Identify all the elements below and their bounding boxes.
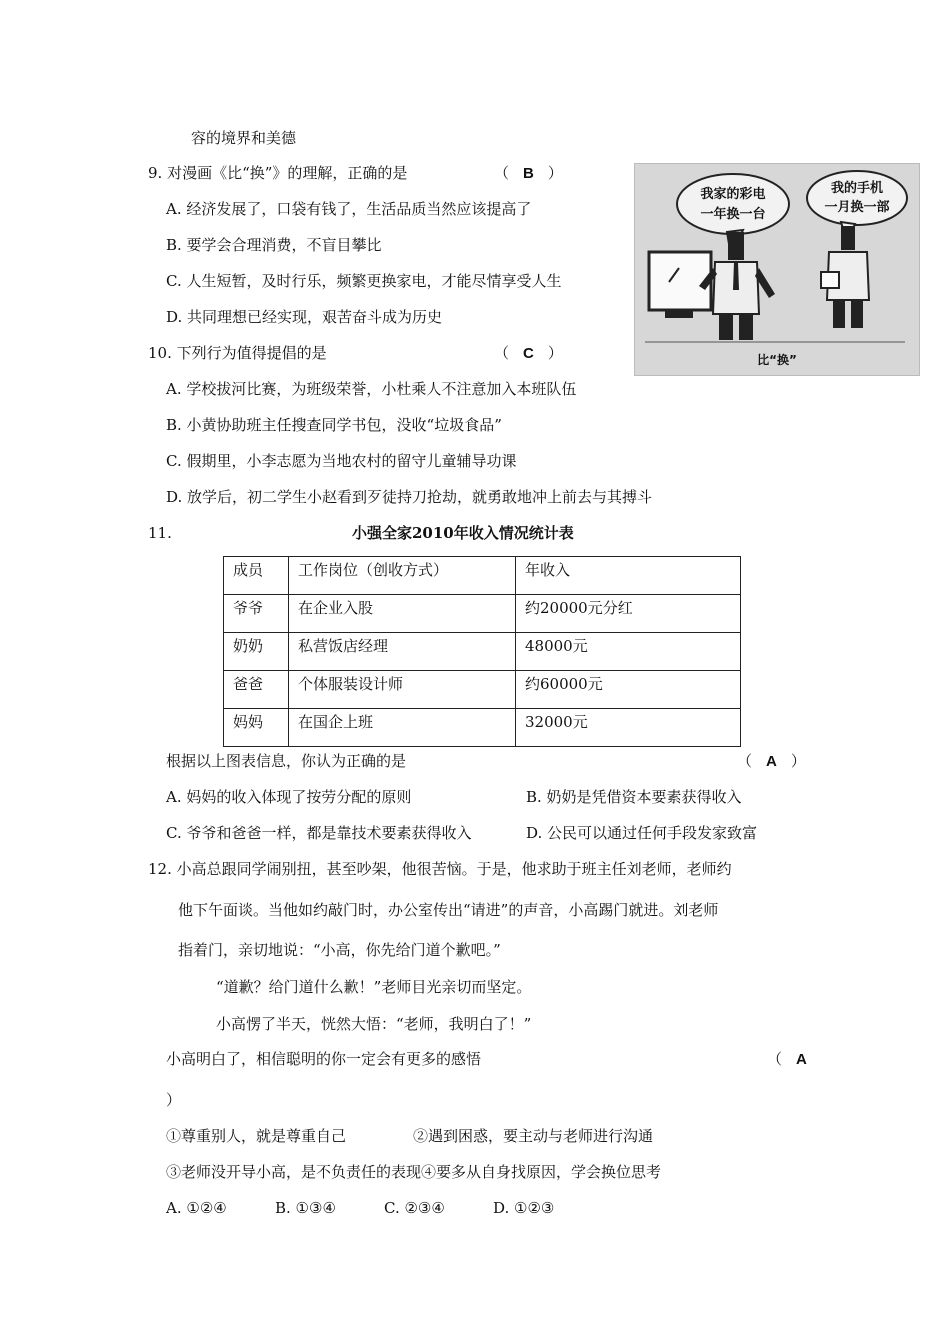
q12-option-b: B. ①③④ [275, 1199, 336, 1217]
q12-statement-2: ②遇到困惑，要主动与老师进行沟通 [413, 1127, 654, 1145]
q12-statement-1: ①尊重别人，就是尊重自己 [166, 1127, 347, 1145]
q9-answer: B [523, 165, 534, 182]
table-cell: 个体服装设计师 [289, 671, 516, 709]
q12-answer-bracket: （ A [767, 1050, 807, 1068]
table-cell: 私营饭店经理 [289, 633, 516, 671]
q11-option-b: B. 奶奶是凭借资本要素获得收入 [526, 788, 742, 806]
q12-line5: 小高愣了半天，恍然大悟：“老师，我明白了！” [216, 1015, 532, 1033]
table-row [224, 595, 741, 633]
bubble-right-line1: 我的手机 [830, 181, 884, 196]
cartoon-caption: 比“换” [757, 353, 797, 367]
q11-answer: A [766, 753, 777, 770]
q9-option-a: A. 经济发展了，口袋有钱了，生活品质当然应该提高了 [166, 200, 532, 218]
q12-answer: A [796, 1051, 807, 1068]
bubble-left-line2: 一年换一台 [700, 207, 766, 222]
cartoon-image [634, 163, 920, 376]
q11-option-c: C. 爷爷和爸爸一样，都是靠技术要素获得收入 [166, 824, 472, 842]
table-cell: 约20000元分红 [516, 595, 741, 633]
q8-tail-text: 容的境界和美德 [191, 129, 297, 147]
q11-option-d: D. 公民可以通过任何手段发家致富 [526, 824, 758, 842]
table-cell: 在国企上班 [289, 709, 516, 747]
q11-number: 11. [148, 524, 172, 542]
table-cell: 奶奶 [224, 633, 289, 671]
q12-line1: 12. 小高总跟同学闹别扭，甚至吵架，他很苦恼。于是，他求助于班主任刘老师，老师约 [148, 860, 732, 878]
q10-answer: C [523, 345, 534, 362]
q10-option-b: B. 小黄协助班主任搜查同学书包，没收“垃圾食品” [166, 416, 502, 434]
table-cell: 爸爸 [224, 671, 289, 709]
q12-line3: 指着门，亲切地说：“小高，你先给门道个歉吧。” [178, 941, 501, 959]
q11-stem: 根据以上图表信息，你认为正确的是 [166, 752, 407, 770]
q9-option-d: D. 共同理想已经实现，艰苦奋斗成为历史 [166, 308, 443, 326]
q12-option-d: D. ①②③ [493, 1199, 555, 1217]
q12-stem: 小高明白了，相信聪明的你一定会有更多的感悟 [166, 1050, 482, 1068]
q10-option-d: D. 放学后，初二学生小赵看到歹徒持刀抢劫，就勇敢地冲上前去与其搏斗 [166, 488, 653, 506]
table-header-row [224, 557, 741, 595]
q9-option-b: B. 要学会合理消费，不盲目攀比 [166, 236, 382, 254]
q10-option-a: A. 学校拔河比赛，为班级荣誉，小杜乘人不注意加入本班队伍 [166, 380, 577, 398]
q11-option-a: A. 妈妈的收入体现了按劳分配的原则 [166, 788, 412, 806]
q12-answer-close: ） [166, 1091, 182, 1109]
q9-stem: 9. 对漫画《比“换”》的理解，正确的是 [148, 164, 408, 182]
q10-option-c: C. 假期里，小李志愿为当地农村的留守儿童辅导功课 [166, 452, 517, 470]
table-header-cell: 年收入 [516, 557, 741, 595]
q9-answer-bracket: （ B ） [494, 164, 563, 182]
q11-table-title: 小强全家2010年收入情况统计表 [352, 524, 574, 542]
q12-line2: 他下午面谈。当他如约敲门时，办公室传出“请进”的声音，小高踢门就进。刘老师 [178, 901, 719, 919]
q9-option-c: C. 人生短暂，及时行乐，频繁更换家电，才能尽情享受人生 [166, 272, 562, 290]
q12-statement-3-4: ③老师没开导小高，是不负责任的表现④要多从自身找原因，学会换位思考 [166, 1163, 662, 1181]
income-table [223, 556, 741, 747]
q10-stem: 10. 下列行为值得提倡的是 [148, 344, 327, 362]
table-row [224, 633, 741, 671]
table-row [224, 709, 741, 747]
q12-option-a: A. ①②④ [166, 1199, 227, 1217]
q10-answer-bracket: （ C ） [494, 344, 563, 362]
table-cell: 48000元 [516, 633, 741, 671]
table-cell: 约60000元 [516, 671, 741, 709]
table-cell: 妈妈 [224, 709, 289, 747]
q12-line4: “道歉？给门道什么歉！”老师目光亲切而坚定。 [216, 978, 532, 996]
table-cell: 32000元 [516, 709, 741, 747]
bubble-right-line2: 一月换一部 [824, 200, 890, 215]
table-cell: 爷爷 [224, 595, 289, 633]
table-header-cell: 成员 [224, 557, 289, 595]
table-header-cell: 工作岗位（创收方式） [289, 557, 516, 595]
bubble-left-line1: 我家的彩电 [700, 187, 766, 202]
table-row [224, 671, 741, 709]
table-cell: 在企业入股 [289, 595, 516, 633]
q11-answer-bracket: （ A ） [737, 752, 806, 770]
q12-option-c: C. ②③④ [384, 1199, 445, 1217]
